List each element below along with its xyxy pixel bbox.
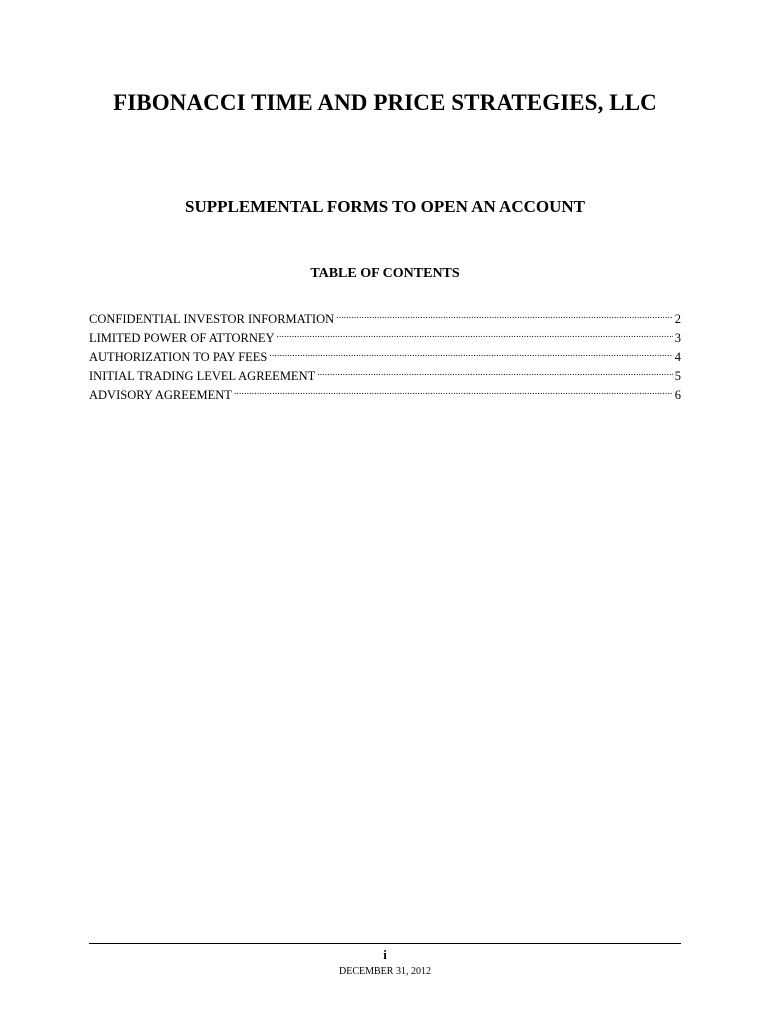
toc-entry-page: 5	[674, 369, 681, 383]
toc-entry-label: ADVISORY AGREEMENT	[89, 388, 232, 402]
company-title: FIBONACCI TIME AND PRICE STRATEGIES, LLC	[113, 90, 657, 115]
toc-leader-dots	[277, 323, 673, 342]
toc-leader-dots	[269, 342, 672, 361]
toc-leader-dots	[336, 304, 673, 323]
footer-divider	[89, 943, 681, 944]
toc-entry-label: AUTHORIZATION TO PAY FEES	[89, 350, 268, 364]
toc-entry-label: INITIAL TRADING LEVEL AGREEMENT	[89, 369, 316, 383]
toc-heading: TABLE OF CONTENTS	[310, 266, 460, 281]
footer-date: DECEMBER 31, 2012	[339, 966, 431, 977]
toc-leader-dots	[317, 361, 673, 380]
toc-entry-page: 2	[674, 312, 681, 326]
toc-leader-dots	[234, 380, 673, 399]
toc-entry-page: 4	[674, 350, 681, 364]
toc-entry-page: 3	[674, 331, 681, 345]
toc-entry-label: CONFIDENTIAL INVESTOR INFORMATION	[89, 312, 335, 326]
document-subtitle: SUPPLEMENTAL FORMS TO OPEN AN ACCOUNT	[184, 197, 586, 216]
toc-entry[interactable]	[89, 304, 681, 326]
page-number: i	[383, 947, 387, 962]
toc-entry-page: 6	[674, 388, 681, 402]
table-of-contents	[89, 304, 681, 402]
toc-entry-label: LIMITED POWER OF ATTORNEY	[89, 331, 275, 345]
